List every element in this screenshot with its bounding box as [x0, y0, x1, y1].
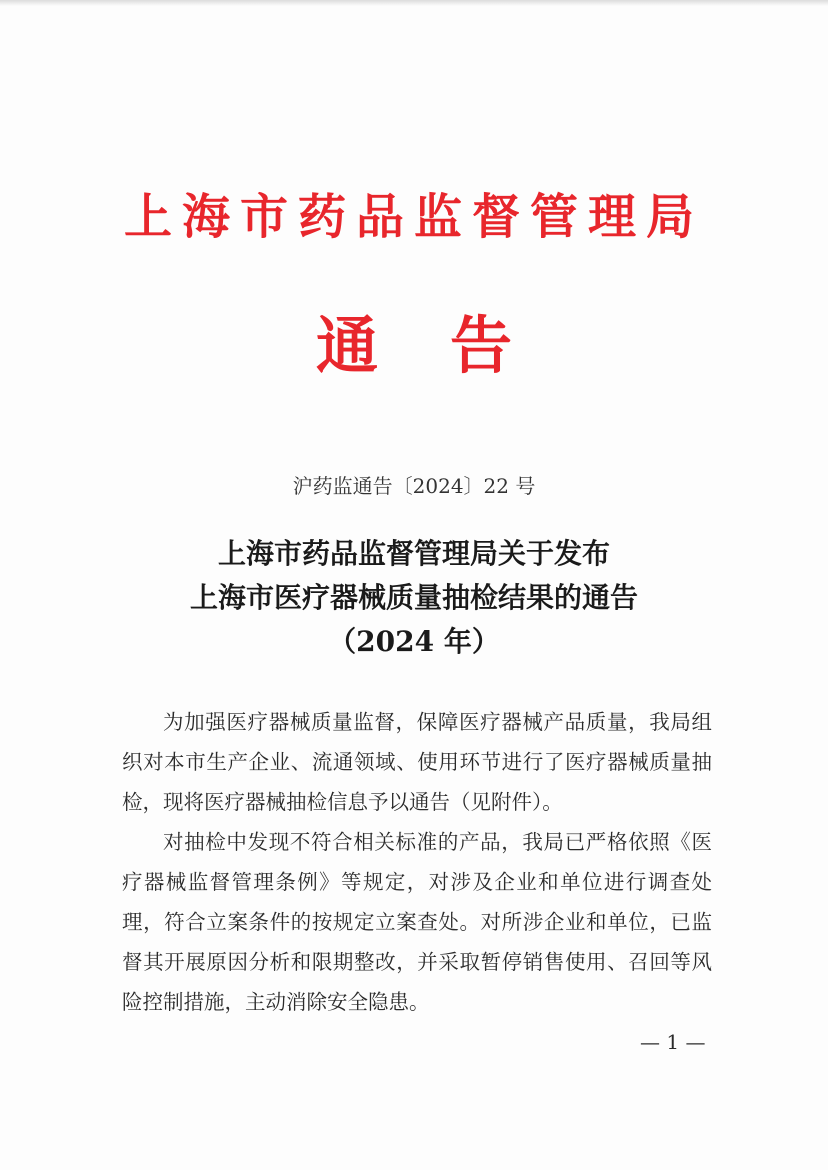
title-line-1: 上海市药品监督管理局关于发布: [217, 537, 610, 570]
letterhead-doc-type: 通告: [315, 309, 584, 382]
title-line-3: （2024 年）: [328, 625, 500, 658]
document-title: [0, 532, 828, 664]
letterhead-agency: 上海市药品监督管理局: [123, 189, 704, 245]
body-paragraph: 为加强医疗器械质量监督，保障医疗器械产品质量，我局组织对本市生产企业、流通领域、使用环节进行了医疗器械质量抽检，现将医疗器械抽检信息予以通告（见附件）。: [122, 710, 712, 814]
title-line-2: 上海市医疗器械质量抽检结果的通告: [189, 581, 638, 614]
body-paragraph: 对抽检中发现不符合相关标准的产品，我局已严格依照《医疗器械监督管理条例》等规定，对涉及企业和单位进行调查处理，符合立案条件的按规定立案查处。对所涉企业和单位，已监督其开展原因分析和限期整改，并采取暂停销售使用、召回等风险控制措施，主动消除安全隐患。: [122, 830, 712, 1014]
document-number: 沪药监通告〔2024〕22 号: [292, 474, 536, 498]
document-body: [122, 702, 712, 1022]
scan-edge: [0, 0, 828, 6]
page-number: — 1 —: [640, 1030, 706, 1054]
